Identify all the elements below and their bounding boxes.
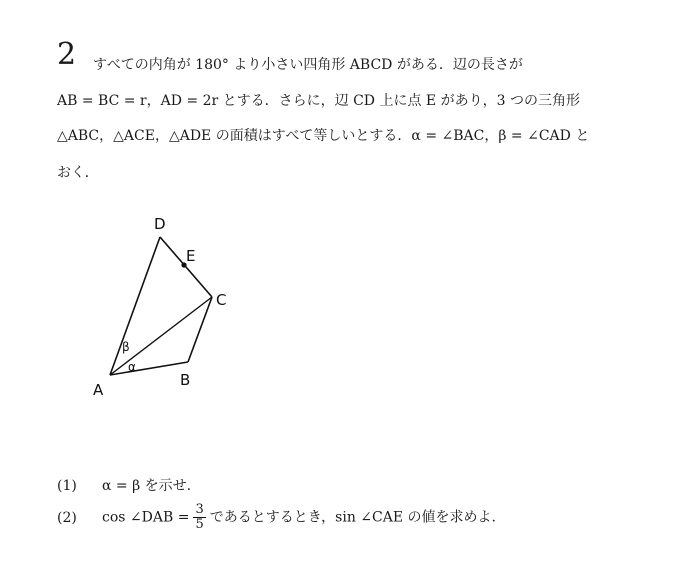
label-b: B [180, 371, 191, 389]
problem-line-1: すべての内角が 180° より小さい四角形 ABCD がある．辺の長さが [93, 57, 523, 73]
question-1-text: α = β を示せ. [102, 478, 192, 494]
question-2-number: (2) [57, 509, 77, 526]
problem-line-4: おく． [57, 165, 99, 181]
question-2 [57, 503, 496, 532]
label-alpha: α [128, 360, 136, 374]
label-d: D [154, 215, 166, 233]
label-c: C [216, 291, 227, 309]
problem-number: 2 [57, 37, 77, 72]
side-ab [110, 362, 188, 375]
problem-line-2: AB = BC = r，AD = 2r とする．さらに，辺 CD 上に点 E があり，3 つの三角形 [57, 93, 580, 109]
diagonal-ac [110, 297, 212, 375]
problem-line-3: △ABC，△ACE，△ADE の面積はすべて等しいとする．α = ∠BAC，β = ∠CAD と [57, 128, 590, 144]
side-da [110, 237, 160, 375]
quadrilateral-figure [80, 205, 260, 405]
question-1-number: (1) [57, 478, 77, 494]
fraction [193, 503, 205, 532]
fraction-denominator: 5 [195, 517, 204, 532]
figure-svg [80, 205, 260, 405]
label-e: E [186, 247, 196, 265]
label-a: A [93, 381, 104, 399]
question-2-post: であるとするとき，sin ∠CAE の値を求めよ. [209, 509, 496, 526]
fraction-numerator: 3 [195, 502, 204, 517]
side-cd [160, 237, 212, 297]
question-2-pre: cos ∠DAB = [102, 509, 190, 526]
question-1 [57, 475, 191, 495]
label-beta: β [122, 340, 130, 354]
